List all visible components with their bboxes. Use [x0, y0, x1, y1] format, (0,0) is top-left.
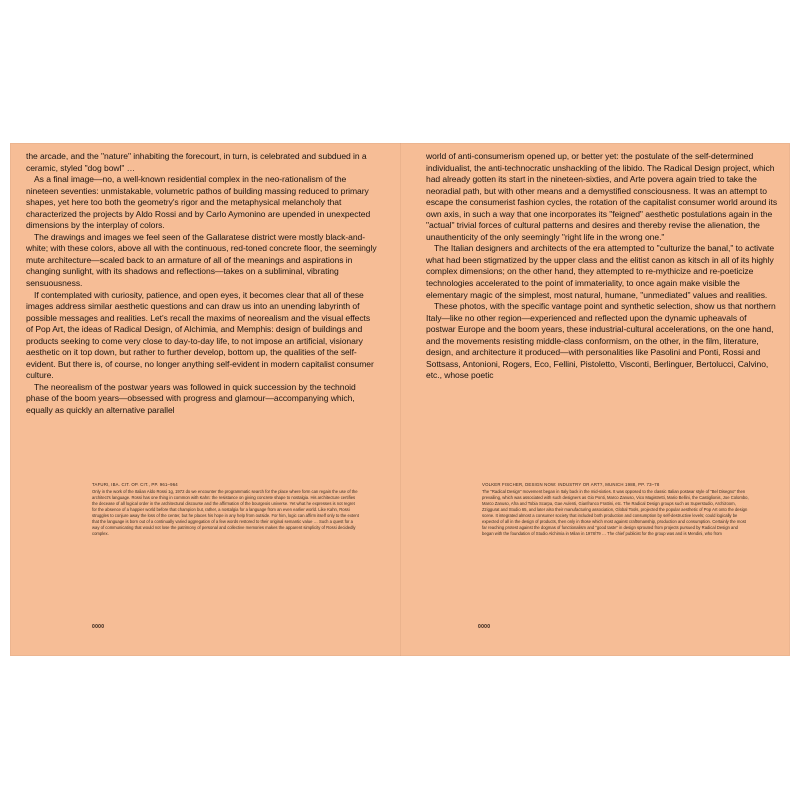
right-body-text: [426, 151, 778, 382]
page-number: 0000: [478, 624, 491, 630]
footnote-text: The "Radical Design" movement began in Italy back in the mid-sixties. It was opposed to the classic Italian postwar style of "Bel Disegno" then prevailing, which was associated with such designers as Gio Ponti, Marco Zanuso, Vico Magistretti, Mario Bellini, the Castiglionis, Joe Colombo, Marco Zanuso, Afra and Tobia Scarpa, Gae Aulenti, Gianfranco Frattini, etc. The Radical Design groups such as Superstudio, Archizoom, Zziggurat and Studio 65, and later also their manufacturing association, Global Tools, projected the popular aesthetic of Pop Art onto the design scene. It integrated almost a consumer society that included both production and consumption by self-destructive levels; could logically be expected of all in the design of products, then only in those which most against craftsmanship, production and consumption. Certainly the most far reaching protest against the dogmas of functionalism and "good taste" in design sprouted from projects pursued by Radical Design and began with the foundation of Studio Alchimia in Milan in 1978/79 … The chief publicist for the group was and is Mendini, who from: [482, 488, 749, 536]
page-number: 0000: [92, 624, 105, 630]
right-page: [400, 143, 790, 656]
paragraph: The Italian designers and architects of the era attempted to "culturize the banal," to activate what had been stigmatized by the upper class and the elitist canon as kitsch in all of its highly complex dimensions; on the other hand, they attempted to re-mythicize and re-poeticize technologies accelerated to the point of immateriality, to once again make visible the elementary magic of the simplest, most natural, humane, "unmediated" values and realities.: [426, 243, 775, 300]
paragraph: the arcade, and the "nature" inhabiting the forecourt, in turn, is celebrated and subdued in a ceramic, styled "dog bowl" …: [26, 151, 367, 173]
paragraph: The drawings and images we feel seen of the Gallaratese district were mostly black-and-white; with these colors, above all with the continuous, red-toned concrete floor, the seemingly mute architecture—scaled back to an armature of all of the meanings and aspirations in changing sunlight, with its shadows and reflections—takes on a subliminal, vibrating sensuousness.: [26, 231, 377, 289]
footnote-reference: TAFURI, IBA. CIT. OP. CIT., PP. 961–964: [92, 482, 178, 487]
paragraph: world of anti-consumerism opened up, or better yet: the postulate of the self-determined individualist, the anti-technocratic unshackling of the libido. The Radical Design project, which had already gotten its start in the nineteen-sixties, and Arte povera again tried to take the neoradial path, but with other means and a demystified consciousness. It was an attempt to escape the consumerist fashion cycles, the rotation of the capitalist consumer world around its own axis, in such a way that one incorporates its "feigned" aesthetic postulations again in the "actual" trivial forces of cultural patterns and desires and thereby revise the alienation, the unauthenticity of the only seemingly "right life in the wrong one.": [426, 151, 778, 242]
left-footnote: [92, 482, 360, 537]
right-footnote: [482, 482, 750, 537]
book-spread: [10, 143, 790, 656]
footnote-reference: VOLKER FISCHER, DESIGN NOW: INDUSTRY OR ART?, MUNICH 1988, PP. 73–78: [482, 482, 660, 487]
left-body-text: [26, 151, 378, 417]
paragraph: As a final image—no, a well-known residential complex in the neo-rationalism of the nineteen seventies: unmistakable, volumetric pathos of building massing reduced to primary shapes, yet here too both the geometry's rigor and the metaphysical melancholy that characterized the projects by Aldo Rossi and by Carlo Aymonino are upended in unexpected dimensions by the interplay of colors.: [26, 174, 371, 231]
paragraph: The neorealism of the postwar years was followed in quick succession by the technoid phase of the boom years—obsessed with progress and glamour—accompanying which, equally as quickly an alternative parallel: [26, 381, 356, 416]
left-page: [10, 143, 400, 656]
footnote-text: Only in the work of the Italian Aldo Rossi 1g, 1972 do we encounter the programmatic search for the place where form can regain the use of the architect's language. Rossi has one thing in common with Kahn: the resistance on giving concrete shape to nostalgia. His architecture certifies the decease of all logical order in the architectural discourse and the affirmation of the bourgeois universe. Yet what he expresses is not regret for the absence of a happier world before that champion but, rather, a nostalgia for a language from an even earlier world. Like Kahn, Rossi struggles to conjure away the loss of the center, but he places his hope in any help from outside. For him, logic can affirm itself only to the extent that the language is born out of a continually varied aggregation of a few words restored to their original semantic value … Such a quest for a way of communicating that would not lose the patrimony of personal and collective memories makes the apparent simplicity of Rossi decidedly complex.: [92, 488, 359, 536]
paragraph: These photos, with the specific vantage point and synthetic selection, show us that northern Italy—like no other region—experienced and reflected upon the dynamic upheavals of postwar Europe and the boom years, these industrial-cultural accelerations, on the one hand, and the movements resisting middle-class conformism, on the other, in the film, literature, design, and architecture it produced—with personalities like Pasolini and Ponti, Rossi and Sottsass, Antonioni, Rogers, Eco, Fellini, Pistoletto, Visconti, Berlinguer, Bertolucci, Calvino, etc., whose poetic: [426, 301, 776, 381]
paragraph: If contemplated with curiosity, patience, and open eyes, it becomes clear that all of these images address similar aesthetic questions and can draw us into an unending labyrinth of possible messages and realities. Let's recall the maxims of neorealism and the visual effects of Pop Art, the ideas of Radical Design, of Alchimia, and Memphis: design of buildings and products seeking to come very close to day-to-day life, to not impose an artificial, visionary aesthetic on it top down, but rather to further develop, bottom up, the qualities of the self-evident. But there is, of course, no longer anything self-evident in modern capitalist consumer culture.: [26, 289, 374, 381]
